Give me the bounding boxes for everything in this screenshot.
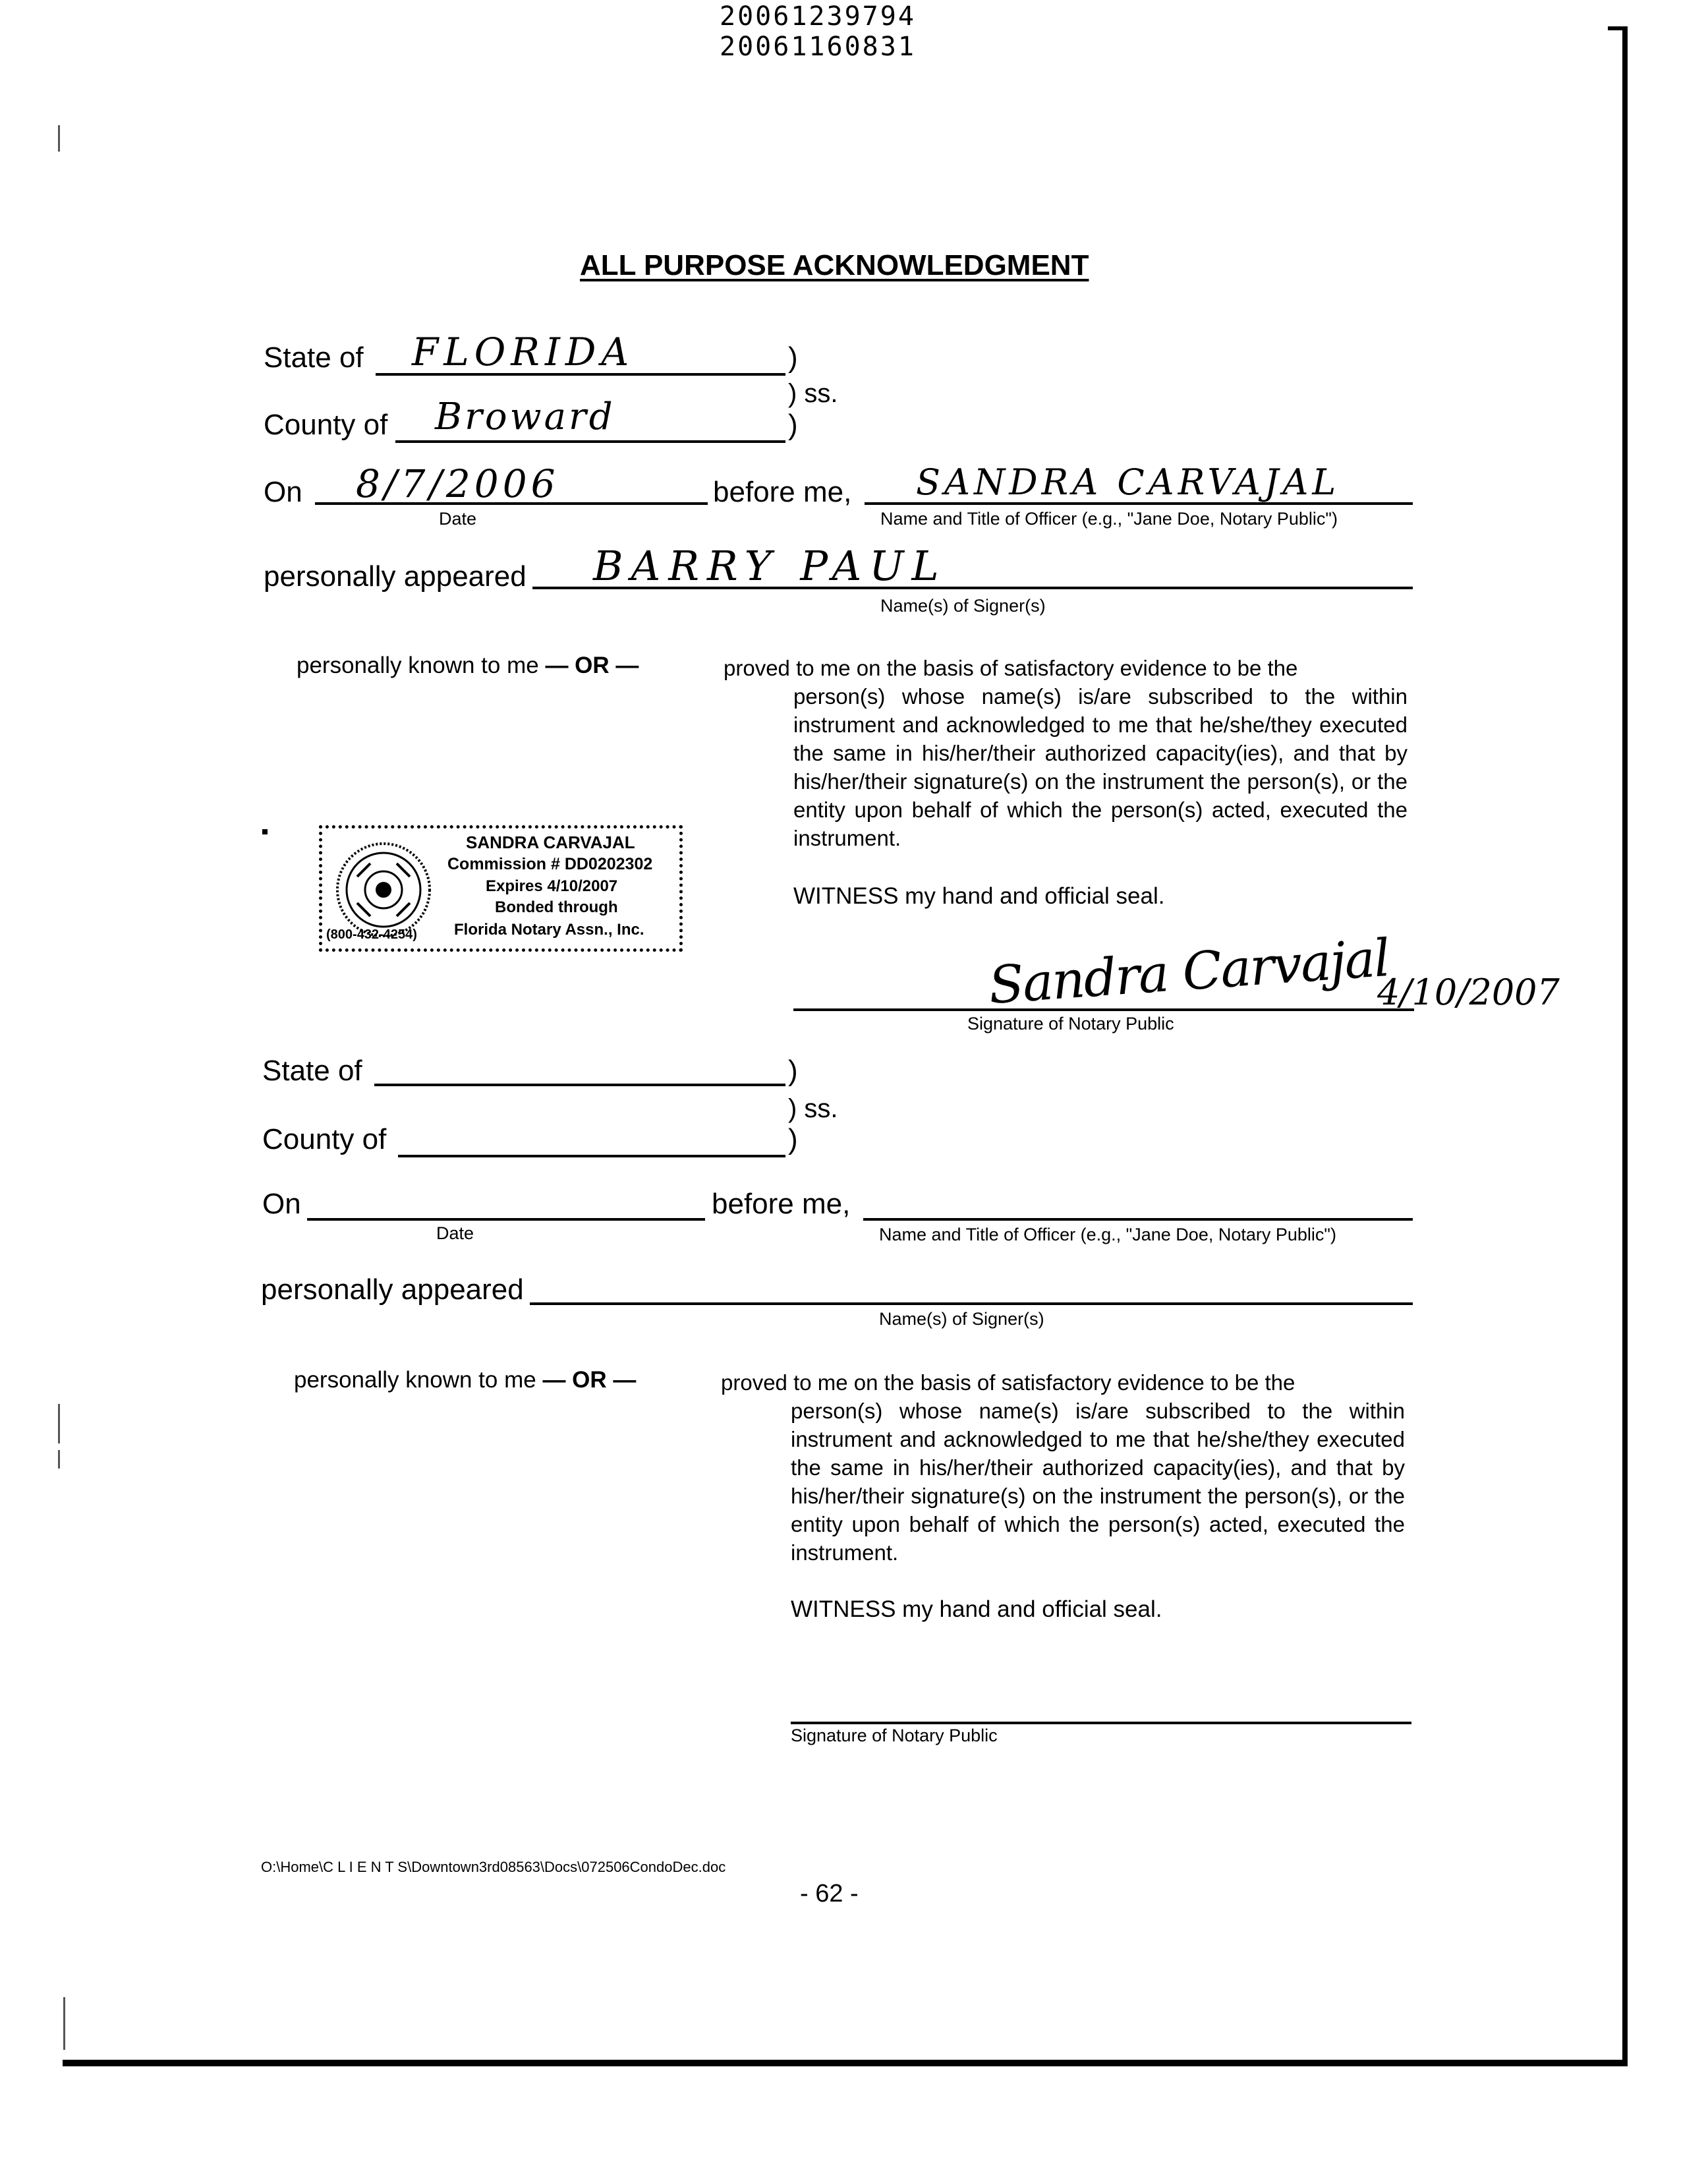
officer-caption: Name and Title of Officer (e.g., "Jane Doe, Notary Public") bbox=[880, 509, 1338, 529]
on-label: On bbox=[264, 476, 302, 508]
or-label-2: — OR — bbox=[542, 1367, 637, 1393]
stamp-expires: Expires 4/10/2007 bbox=[486, 877, 618, 895]
scan-artifact bbox=[58, 1404, 60, 1443]
stamp-name: SANDRA CARVAJAL bbox=[466, 832, 635, 852]
notary-signature-caption: Signature of Notary Public bbox=[967, 1014, 1174, 1033]
stamp-phone: (800-432-4254) bbox=[326, 927, 417, 942]
date-caption: Date bbox=[439, 509, 477, 529]
notary-signature-value: Sandra Carvajal bbox=[986, 928, 1391, 1016]
witness-text-2: WITNESS my hand and official seal. bbox=[791, 1596, 1162, 1622]
signer-field-value: BARRY PAUL bbox=[593, 542, 947, 590]
state-label-2: State of bbox=[262, 1055, 362, 1087]
personally-appeared-label-2: personally appeared bbox=[261, 1273, 524, 1306]
notary-signature-line bbox=[793, 1008, 1414, 1011]
proved-rest: person(s) whose name(s) is/are subscribed to the within instrument and acknowledged to me that he/she/they executed the same in his/her/their authorized capacity(ies), and that by his/her/their signature(s) on the instrument the person(s), or the entity upon behalf of which the person(s) acted, executed the instrument. bbox=[793, 684, 1408, 850]
page-right-edge bbox=[1622, 26, 1628, 2060]
notary-seal-icon bbox=[334, 840, 433, 939]
witness-text: WITNESS my hand and official seal. bbox=[793, 883, 1165, 909]
state-field-value: FLORIDA bbox=[412, 330, 635, 374]
date-caption-2: Date bbox=[436, 1223, 474, 1243]
before-me-label-2: before me, bbox=[712, 1188, 851, 1220]
state-paren-2: ) bbox=[788, 1055, 798, 1087]
page-title: ALL PURPOSE ACKNOWLEDGMENT bbox=[580, 249, 1089, 281]
date-field-line-2[interactable] bbox=[307, 1218, 705, 1221]
stamp-association: Florida Notary Assn., Inc. bbox=[454, 921, 644, 939]
ss-label-2: ) ss. bbox=[788, 1094, 838, 1123]
county-label: County of bbox=[264, 409, 388, 441]
state-label: State of bbox=[264, 341, 364, 374]
personally-known-line-2 bbox=[294, 1367, 636, 1393]
officer-field-line-2[interactable] bbox=[863, 1218, 1413, 1221]
personally-known-line bbox=[297, 653, 639, 679]
state-field-line-2[interactable] bbox=[374, 1084, 785, 1086]
page-bottom-edge bbox=[63, 2060, 1628, 2066]
date-field-value: 8/7/2006 bbox=[356, 461, 559, 506]
notary-signature-line-2[interactable] bbox=[791, 1722, 1411, 1724]
scan-artifact bbox=[58, 125, 60, 152]
file-path: O:\Home\C L I E N T S\Downtown3rd08563\Docs\072506CondoDec.doc bbox=[261, 1859, 726, 1875]
stamp-commission: Commission # DD0202302 bbox=[447, 855, 653, 873]
notary-signature-caption-2: Signature of Notary Public bbox=[791, 1726, 998, 1745]
before-me-label: before me, bbox=[713, 476, 852, 508]
document-number-1: 20061239794 bbox=[720, 1, 916, 32]
notary-signature-date: 4/10/2007 bbox=[1377, 972, 1560, 1013]
signer-field-line-2[interactable] bbox=[530, 1302, 1413, 1305]
scan-artifact bbox=[58, 1450, 60, 1469]
ss-label: ) ss. bbox=[788, 379, 838, 408]
county-field-line bbox=[395, 440, 785, 443]
officer-field-value: SANDRA CARVAJAL bbox=[916, 461, 1340, 503]
scan-artifact bbox=[63, 1997, 65, 2050]
officer-caption-2: Name and Title of Officer (e.g., "Jane Doe, Notary Public") bbox=[879, 1225, 1336, 1244]
page-number: - 62 - bbox=[800, 1880, 859, 1907]
notary-stamp bbox=[319, 825, 683, 952]
stamp-margin-mark bbox=[262, 829, 268, 834]
personally-appeared-label: personally appeared bbox=[264, 560, 527, 593]
signers-caption-2: Name(s) of Signer(s) bbox=[879, 1309, 1044, 1329]
county-field-value: Broward bbox=[435, 395, 615, 438]
county-paren-2: ) bbox=[788, 1123, 798, 1155]
document-number-2: 20061160831 bbox=[720, 32, 916, 62]
personally-known-label-2: personally known to me bbox=[294, 1367, 536, 1393]
state-paren: ) bbox=[788, 341, 798, 374]
proved-first-line: proved to me on the basis of satisfactory evidence to be the bbox=[724, 656, 1298, 680]
county-label-2: County of bbox=[262, 1123, 387, 1155]
stamp-bonded: Bonded through bbox=[495, 898, 618, 916]
county-field-line-2[interactable] bbox=[398, 1155, 785, 1157]
proved-first-line-2: proved to me on the basis of satisfactory evidence to be the bbox=[721, 1370, 1295, 1395]
personally-known-label: personally known to me bbox=[297, 653, 539, 678]
signers-caption: Name(s) of Signer(s) bbox=[880, 596, 1046, 616]
on-label-2: On bbox=[262, 1188, 301, 1220]
proved-paragraph bbox=[724, 654, 1408, 852]
county-paren: ) bbox=[788, 409, 798, 441]
page-corner-mark bbox=[1608, 26, 1628, 30]
or-label: — OR — bbox=[545, 653, 639, 678]
proved-rest-2: person(s) whose name(s) is/are subscribed to the within instrument and acknowledged to me that he/she/they executed the same in his/her/their authorized capacity(ies), and that by his/her/their signature(s) on the instrument the person(s), or the entity upon behalf of which the person(s) acted, executed the instrument. bbox=[791, 1399, 1405, 1565]
proved-paragraph-2 bbox=[721, 1368, 1405, 1567]
